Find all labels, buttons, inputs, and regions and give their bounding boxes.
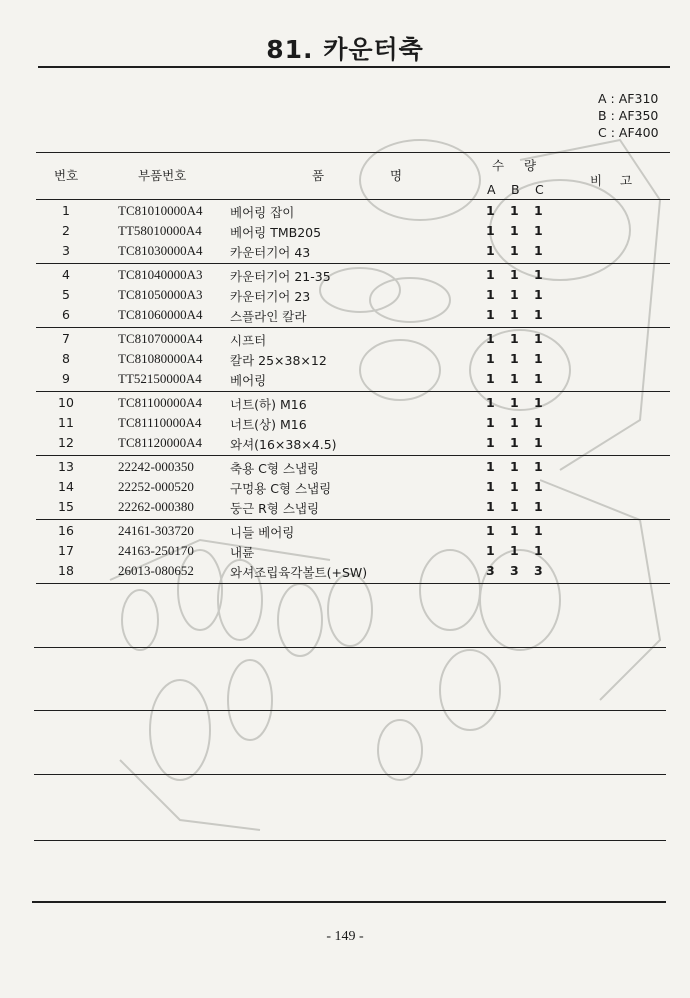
quantity-a: 1 — [486, 371, 495, 386]
model-legend-item: C : AF400 — [598, 125, 659, 140]
part-number: TT58010000A4 — [118, 223, 202, 238]
header-remarks-1: 비 — [590, 173, 603, 188]
empty-row-rule — [34, 647, 666, 648]
quantity-c: 1 — [534, 223, 543, 238]
quantity-a: 1 — [486, 459, 495, 474]
part-name: 니들 베어링 — [230, 525, 295, 540]
item-number: 13 — [58, 459, 74, 474]
group-divider — [36, 519, 670, 520]
quantity-a: 3 — [486, 563, 495, 578]
quantity-c: 1 — [534, 243, 543, 258]
quantity-c: 1 — [534, 307, 543, 322]
page-title: 81. 카운터축 — [266, 35, 424, 64]
header-part-number: 부품번호 — [138, 168, 187, 183]
quantity-a: 1 — [486, 415, 495, 430]
item-number: 12 — [58, 435, 74, 450]
quantity-a: 1 — [486, 331, 495, 346]
table-row — [0, 287, 690, 307]
item-number: 7 — [62, 331, 70, 346]
empty-row-rule — [34, 840, 666, 841]
quantity-c: 3 — [534, 563, 543, 578]
table-row — [0, 203, 690, 223]
item-number: 9 — [62, 371, 70, 386]
item-number: 5 — [62, 287, 70, 302]
quantity-b: 1 — [510, 479, 519, 494]
quantity-a: 1 — [486, 351, 495, 366]
quantity-b: 3 — [510, 563, 519, 578]
quantity-c: 1 — [534, 435, 543, 450]
quantity-b: 1 — [510, 287, 519, 302]
part-number: 24163-250170 — [118, 543, 194, 558]
part-name: 칼라 25×38×12 — [230, 353, 327, 368]
part-number: 22262-000380 — [118, 499, 194, 514]
table-row — [0, 267, 690, 287]
part-number: 22252-000520 — [118, 479, 194, 494]
header-quantity-1: 수 — [492, 158, 505, 173]
table-row — [0, 395, 690, 415]
table-row — [0, 351, 690, 371]
part-name: 카운터기어 43 — [230, 245, 311, 260]
part-number: TC81070000A4 — [118, 331, 203, 346]
quantity-a: 1 — [486, 223, 495, 238]
title-rule — [38, 66, 670, 68]
header-name-2: 명 — [390, 168, 403, 183]
part-name: 축용 C형 스냅링 — [230, 461, 320, 476]
quantity-a: 1 — [486, 543, 495, 558]
quantity-b: 1 — [510, 267, 519, 282]
item-number: 6 — [62, 307, 70, 322]
part-name: 베어링 — [230, 373, 267, 388]
part-number: TT52150000A4 — [118, 371, 202, 386]
item-number: 11 — [58, 415, 74, 430]
table-row — [0, 563, 690, 583]
table-row — [0, 243, 690, 263]
table-row — [0, 223, 690, 243]
part-name: 베어링 잡이 — [230, 205, 295, 220]
group-divider — [36, 391, 670, 392]
quantity-c: 1 — [534, 523, 543, 538]
model-legend — [598, 90, 659, 141]
table-bottom-rule — [32, 901, 666, 903]
part-number: 24161-303720 — [118, 523, 194, 538]
table-row — [0, 415, 690, 435]
quantity-b: 1 — [510, 499, 519, 514]
part-number: TC81040000A3 — [118, 267, 203, 282]
quantity-a: 1 — [486, 395, 495, 410]
quantity-b: 1 — [510, 395, 519, 410]
table-top-rule — [36, 152, 670, 153]
item-number: 17 — [58, 543, 74, 558]
part-name: 너트(상) M16 — [230, 417, 307, 432]
part-number: TC81060000A4 — [118, 307, 203, 322]
quantity-a: 1 — [486, 523, 495, 538]
part-number: TC81080000A4 — [118, 351, 203, 366]
header-quantity-a: A — [487, 182, 496, 197]
part-name: 와셔(16×38×4.5) — [230, 437, 337, 452]
part-name: 너트(하) M16 — [230, 397, 307, 412]
quantity-c: 1 — [534, 543, 543, 558]
part-name: 카운터기어 21-35 — [230, 269, 331, 284]
quantity-b: 1 — [510, 203, 519, 218]
quantity-a: 1 — [486, 479, 495, 494]
item-number: 15 — [58, 499, 74, 514]
item-number: 18 — [58, 563, 74, 578]
item-number: 8 — [62, 351, 70, 366]
table-row — [0, 543, 690, 563]
table-row — [0, 371, 690, 391]
item-number: 14 — [58, 479, 74, 494]
model-legend-item: A : AF310 — [598, 91, 659, 106]
quantity-b: 1 — [510, 351, 519, 366]
quantity-a: 1 — [486, 243, 495, 258]
item-number: 3 — [62, 243, 70, 258]
page-number: - 149 - — [326, 929, 364, 944]
header-name-1: 품 — [312, 168, 325, 183]
table-row — [0, 499, 690, 519]
quantity-b: 1 — [510, 415, 519, 430]
part-name: 구멍용 C형 스냅링 — [230, 481, 332, 496]
group-divider — [36, 455, 670, 456]
item-number: 16 — [58, 523, 74, 538]
table-row — [0, 523, 690, 543]
quantity-b: 1 — [510, 459, 519, 474]
part-number: TC81030000A4 — [118, 243, 203, 258]
part-name: 와셔조립육각볼트(+SW) — [230, 565, 368, 580]
header-bottom-rule — [36, 199, 670, 200]
group-divider — [36, 263, 670, 264]
header-number: 번호 — [54, 168, 79, 183]
model-legend-item: B : AF350 — [598, 108, 659, 123]
item-number: 4 — [62, 267, 70, 282]
table-row — [0, 479, 690, 499]
quantity-b: 1 — [510, 223, 519, 238]
quantity-c: 1 — [534, 415, 543, 430]
table-row — [0, 307, 690, 327]
part-number: 22242-000350 — [118, 459, 194, 474]
quantity-b: 1 — [510, 243, 519, 258]
quantity-c: 1 — [534, 351, 543, 366]
table-row — [0, 331, 690, 351]
quantity-c: 1 — [534, 395, 543, 410]
empty-row-rule — [34, 710, 666, 711]
quantity-c: 1 — [534, 499, 543, 514]
part-name: 베어링 TMB205 — [230, 225, 322, 240]
quantity-b: 1 — [510, 523, 519, 538]
empty-row-rule — [34, 774, 666, 775]
item-number: 1 — [62, 203, 70, 218]
header-quantity-2: 량 — [524, 158, 537, 173]
group-divider — [36, 583, 670, 584]
quantity-c: 1 — [534, 371, 543, 386]
part-name: 시프터 — [230, 333, 267, 348]
quantity-c: 1 — [534, 459, 543, 474]
quantity-c: 1 — [534, 331, 543, 346]
part-number: TC81120000A4 — [118, 435, 203, 450]
group-divider — [36, 327, 670, 328]
part-number: 26013-080652 — [118, 563, 194, 578]
part-name: 내륜 — [230, 545, 255, 560]
quantity-c: 1 — [534, 287, 543, 302]
table-row — [0, 459, 690, 479]
part-name: 카운터기어 23 — [230, 289, 311, 304]
quantity-b: 1 — [510, 371, 519, 386]
quantity-a: 1 — [486, 203, 495, 218]
part-name: 둥근 R형 스냅링 — [230, 501, 320, 516]
header-remarks-2: 고 — [620, 173, 633, 188]
part-number: TC81050000A3 — [118, 287, 203, 302]
quantity-c: 1 — [534, 267, 543, 282]
quantity-b: 1 — [510, 307, 519, 322]
quantity-c: 1 — [534, 479, 543, 494]
quantity-b: 1 — [510, 435, 519, 450]
part-name: 스플라인 칼라 — [230, 309, 307, 324]
item-number: 2 — [62, 223, 70, 238]
quantity-a: 1 — [486, 287, 495, 302]
quantity-b: 1 — [510, 331, 519, 346]
part-number: TC81010000A4 — [118, 203, 203, 218]
part-number: TC81110000A4 — [118, 415, 202, 430]
quantity-a: 1 — [486, 435, 495, 450]
header-quantity-b: B — [511, 182, 520, 197]
part-number: TC81100000A4 — [118, 395, 203, 410]
item-number: 10 — [58, 395, 74, 410]
quantity-a: 1 — [486, 267, 495, 282]
quantity-c: 1 — [534, 203, 543, 218]
quantity-b: 1 — [510, 543, 519, 558]
quantity-a: 1 — [486, 499, 495, 514]
table-row — [0, 435, 690, 455]
header-quantity-c: C — [535, 182, 544, 197]
quantity-a: 1 — [486, 307, 495, 322]
